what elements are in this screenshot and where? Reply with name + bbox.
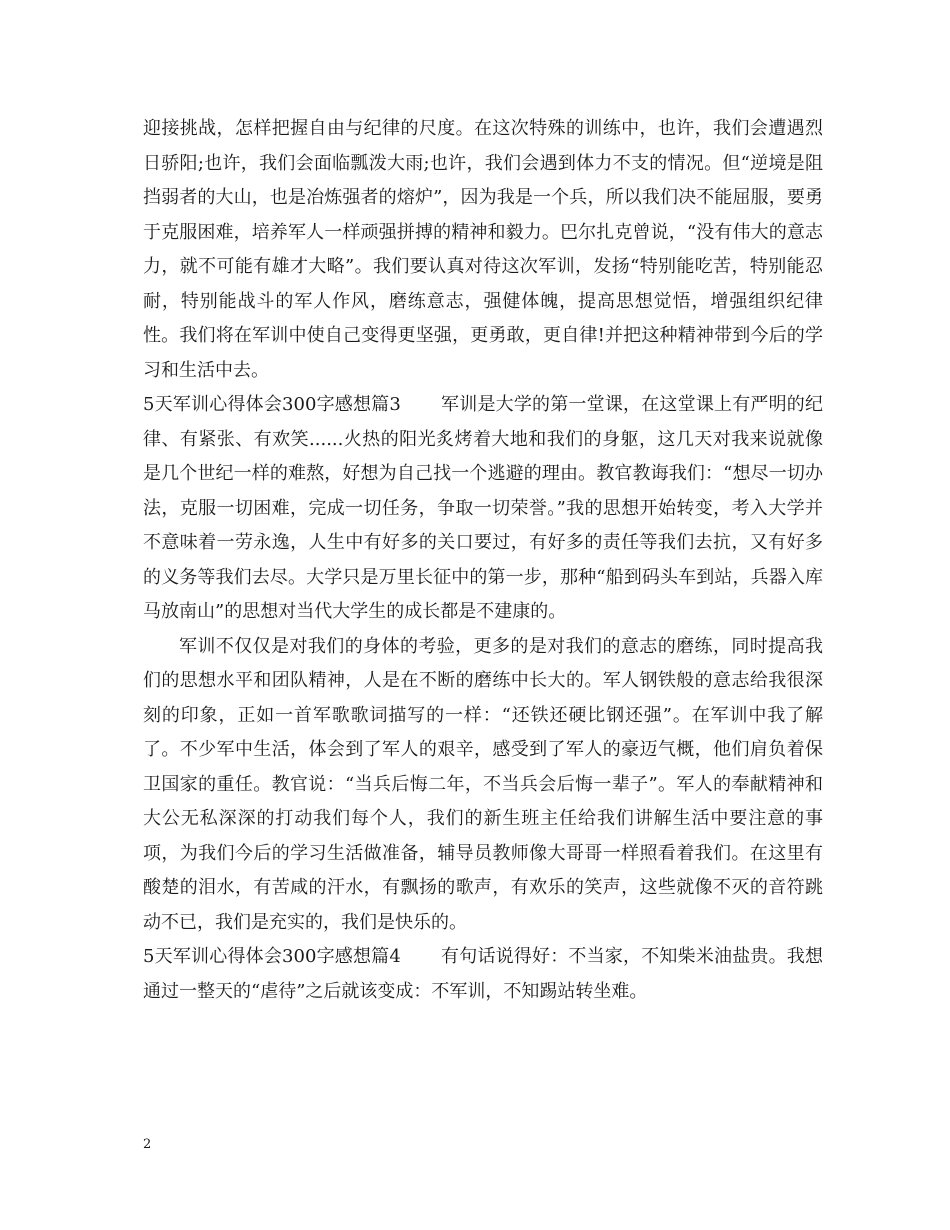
paragraph-3 <box>143 630 823 941</box>
paragraph-1-text: 迎接挑战，怎样把握自由与纪律的尺度。在这次特殊的训练中，也许，我们会遭遇烈日骄阳;也许，我们会面临瓢泼大雨;也许，我们会遇到体力不支的情况。但“逆境是阻挡弱者的大山，也是冶炼强者的熔炉”，因为我是一个兵，所以我们决不能屈服，要勇于克服困难，培养军人一样顽强拼搏的精神和毅力。巴尔扎克曾说，“没有伟大的意志力，就不可能有雄才大略”。我们要认真对待这次军训，发扬“特别能吃苦，特别能忍耐，特别能战斗的军人作风，磨练意志，强健体魄，提高思想觉悟，增强组织纪律性。我们将在军训中使自己变得更坚强，更勇敢，更自律!并把这种精神带到今后的学习和生活中去。 <box>143 118 823 381</box>
document-body <box>143 112 823 1009</box>
page-number: 2 <box>143 1137 152 1152</box>
paragraph-4 <box>143 940 823 1009</box>
paragraph-2 <box>143 388 823 630</box>
paragraph-2-text: 军训是大学的第一堂课，在这堂课上有严明的纪律、有紧张、有欢笑......火热的阳光炙烤着大地和我们的身躯，这几天对我来说就像是几个世纪一样的难熬，好想为自己找一个逃避的理由。教官教诲我们：“想尽一切办法，克服一切困难，完成一切任务，争取一切荣誉。”我的思想开始转变，考入大学并不意味着一劳永逸，人生中有好多的关口要过，有好多的责任等我们去抗，又有好多的义务等我们去尽。大学只是万里长征中的第一步，那种“船到码头车到站，兵器入库马放南山”的思想对当代大学生的成长都是不建康的。 <box>143 394 824 622</box>
section-heading-3: 5天军训心得体会300字感想篇3 <box>143 394 401 415</box>
paragraph-3-text: 军训不仅仅是对我们的身体的考验，更多的是对我们的意志的磨练，同时提高我们的思想水平和团队精神，人是在不断的磨练中长大的。军人钢铁般的意志给我很深刻的印象，正如一首军歌歌词描写的一样：“还铁还硬比钢还强”。在军训中我了解了。不少军中生活，体会到了军人的艰辛，感受到了军人的豪迈气概，他们肩负着保卫国家的重任。教官说：“当兵后悔二年，不当兵会后悔一辈子”。军人的奉献精神和大公无私深深的打动我们每个人，我们的新生班主任给我们讲解生活中要注意的事项，为我们今后的学习生活做准备，辅导员教师像大哥哥一样照看着我们。在这里有酸楚的泪水，有苦咸的汗水，有飘扬的歌声，有欢乐的笑声，这些就像不灭的音符跳动不已，我们是充实的，我们是快乐的。 <box>143 635 823 933</box>
paragraph-4-text: 有句话说得好：不当家，不知柴米油盐贵。我想通过一整天的“虐待”之后就该变成：不军训，不知踢站转坐难。 <box>143 946 824 1002</box>
paragraph-1 <box>143 112 823 388</box>
section-heading-4: 5天军训心得体会300字感想篇4 <box>143 946 401 967</box>
